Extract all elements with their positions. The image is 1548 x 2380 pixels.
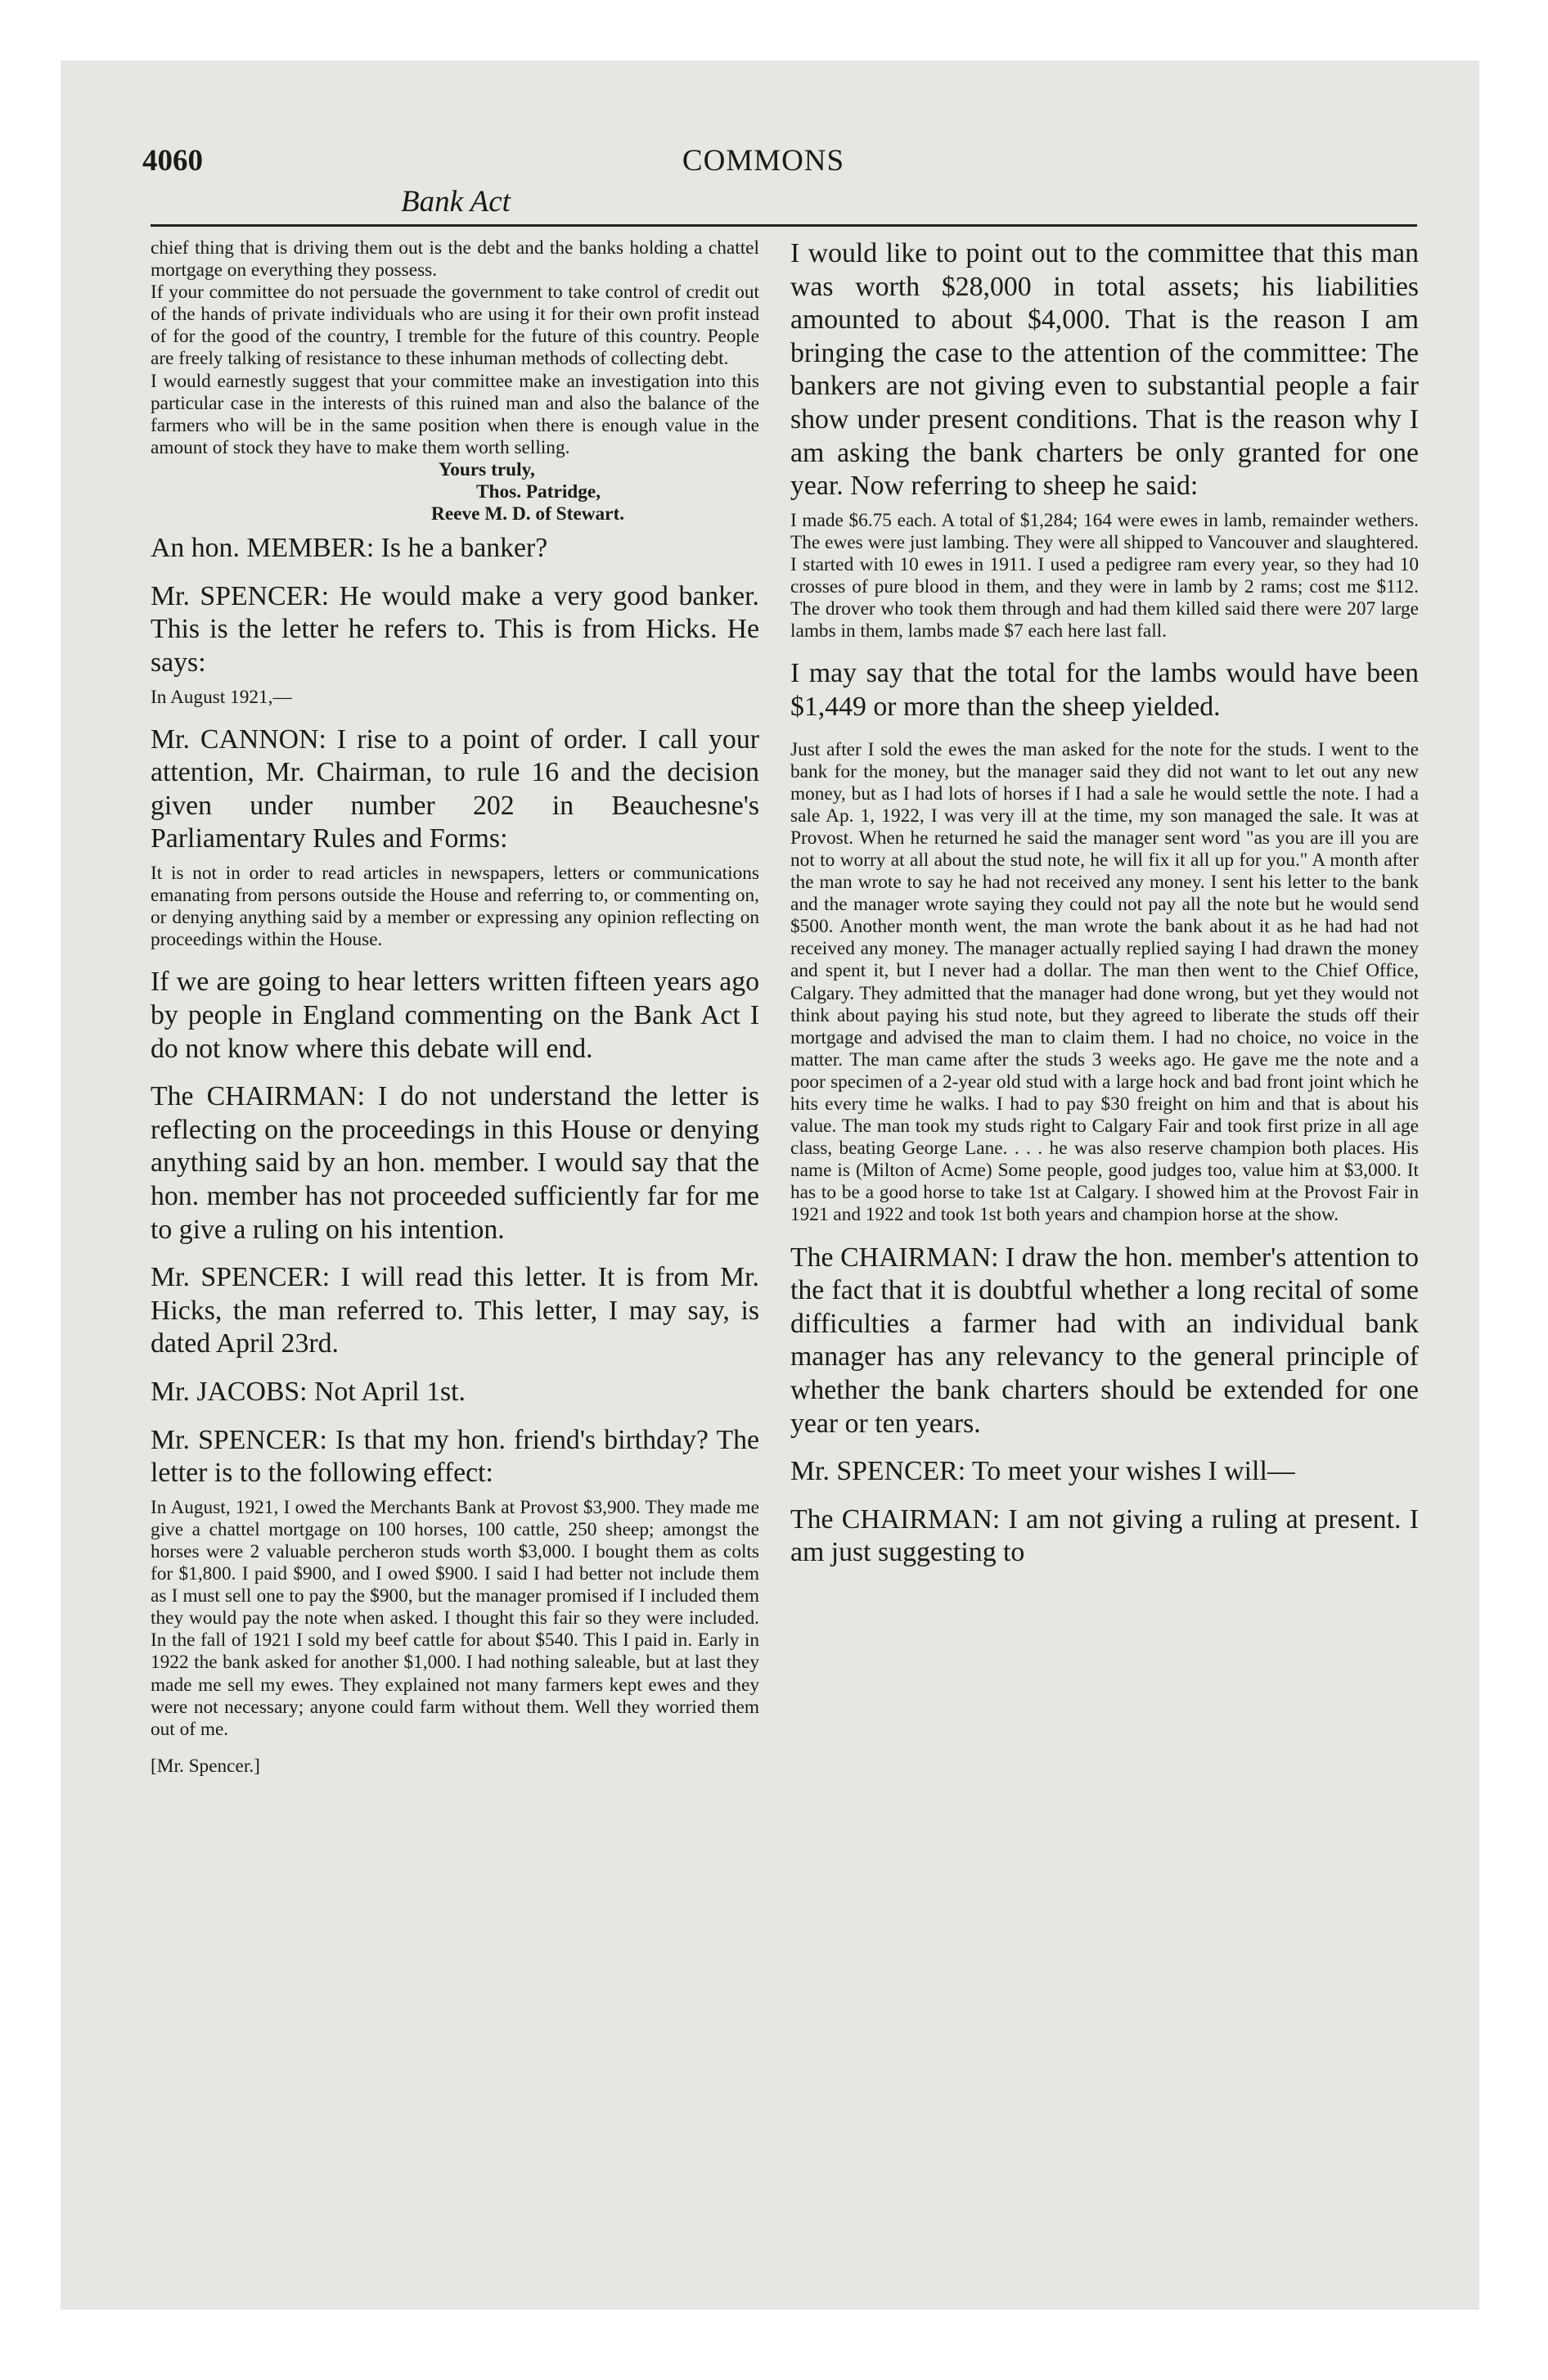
speech-paragraph: I would like to point out to the committee that this man was worth $28,000 in total assets; his liabilities amounted to about $4,000. That is the reason I am bringing the case to the attention of the committee: The bankers are not giving even to substantial people a fair show under present conditions. That is the reason why I am asking the bank charters be only granted for one year. Now referring to sheep he said: xyxy=(790,238,1419,502)
speech-paragraph: An hon. MEMBER: Is he a banker? xyxy=(151,533,548,564)
letter-paragraph: Just after I sold the ewes the man asked for the note for the studs. I went to the bank for the money, but the manager said they did not want to let out any new money, but as I had lots of horses if I had a sale he would settle the note. I had a sale Ap. 1, 1922, I was very ill at the time, my son managed the sale. It was at Provost. When he returned he said the manager sent word "as you are ill you are not to worry at all about the stud note, he will fix it all up for you." A month after the man wrote to say he had not received any money. I sent his letter to the bank and the manager wrote saying they could not pay all the note but he would send $500. Another month went, the man wrote the bank about it as he had had not received any money. The manager actually replied saying I had drawn the money and spent it, but I never had a dollar. The man then went to the Chief Office, Calgary. They admitted that the manager had done wrong, but yet they would not think about paying his stud note, but they agreed to liberate the studs off their mortgage and advised the man to claim them. I had no choice, no voice in the matter. The man came after the studs 3 weeks ago. He gave me the note and a poor specimen of a 2-year old stud with a large hock and bad front joint which he hits every time he walks. I had to pay $30 freight on him and that is about his value. The man took my studs right to Calgary Fair and took first prize in all age class, beating George Lane. . . . he was also reserve champion both places. His name is (Milton of Acme) Some people, good judges too, value him at $3,000. It has to be a good horse to take 1st at Calgary. I showed him at the Provost Fair in 1921 and 1922 and took 1st both years and champion horse at the show. xyxy=(790,738,1419,1226)
speech-paragraph: Mr. CANNON: I rise to a point of order. I call your attention, Mr. Chairman, to rule 16 and the decision given under number 202 in Beauchesne's Parliamentary Rules and Forms: xyxy=(151,723,759,854)
header-rule xyxy=(151,224,1417,227)
speech-paragraph: Mr. SPENCER: He would make a very good banker. This is the letter he refers to. This is from Hicks. He says: xyxy=(151,580,759,678)
right-column xyxy=(790,237,1419,2169)
speech-paragraph: The CHAIRMAN: I do not understand the letter is reflecting on the proceedings in this House or denying anything said by an hon. member. I would say that the hon. member has not proceeded sufficiently far for me to give a ruling on his intention. xyxy=(151,1081,759,1245)
letter-paragraph: In August, 1921, I owed the Merchants Bank at Provost $3,900. They made me give a chattel mortgage on 100 horses, 100 cattle, 250 sheep; amongst the horses were 2 valuable percheron studs worth $3,000. I bought them as colts for $1,800. I paid $900, and I owed $900. I said I had better not include them as I must sell one to pay the $900, but the manager promised if I included them they would pay the note when asked. I thought this fair so they were included. In the fall of 1921 I sold my beef cattle for about $540. This I paid in. Early in 1922 the bank asked for another $1,000. I had nothing saleable, but at last they made me sell my ewes. They explained not many farmers kept ewes and they were not necessary; anyone could farm without them. Well they worried them out of me. xyxy=(151,1496,759,1740)
speech-paragraph: The CHAIRMAN: I am not giving a ruling at present. I am just suggesting to xyxy=(790,1503,1419,1568)
page-subject: Bank Act xyxy=(401,185,511,219)
speech-paragraph: Mr. JACOBS: Not April 1st. xyxy=(151,1376,466,1407)
speech-paragraph: Mr. SPENCER: To meet your wishes I will— xyxy=(790,1456,1295,1487)
letter-paragraph: I made $6.75 each. A total of $1,284; 164 were ewes in lamb, remainder wethers. The ewes were just lambing. They were all shipped to Vancouver and slaughtered. I started with 10 ewes in 1911. I used a pedigree ram every year, so they had 10 crosses of pure blood in them, and they were in lamb by 2 rams; cost me $112. The drover who took them through and had them killed said there were 207 large lambs in them, lambs made $7 each here last fall. xyxy=(790,509,1419,642)
quoted-rule: It is not in order to read articles in newspapers, letters or communications emanating from persons outside the House and referring to, or commenting on, or denying anything said by a member or expressing any opinion reflecting on proceedings within the House. xyxy=(151,863,759,951)
page-header xyxy=(110,143,1417,217)
letter-signature-title: Reeve M. D. of Stewart. xyxy=(431,503,625,525)
speech-paragraph: I may say that the total for the lambs would have been $1,449 or more than the sheep yielded. xyxy=(790,658,1419,722)
speaker-footer: [Mr. Spencer.] xyxy=(151,1755,260,1777)
running-head: COMMONS xyxy=(682,144,845,178)
letter-paragraph: If your committee do not persuade the government to take control of credit out of the hands of private individuals who are using it for their own profit instead of for the good of the country, I tremble for the future of this country. People are freely talking of resistance to these inhuman methods of collecting debt. xyxy=(151,282,759,370)
letter-closing: Yours truly, xyxy=(439,458,535,480)
letter-paragraph: I would earnestly suggest that your committee make an investigation into this particular case in the interests of this ruined man and also the balance of the farmers who will be in the same position when there is enough value in the amount of stock they have to make them worth selling. xyxy=(151,370,759,458)
letter-paragraph: chief thing that is driving them out is the debt and the banks holding a chattel mortgage on everything they possess. xyxy=(151,237,759,282)
speech-paragraph: Mr. SPENCER: Is that my hon. friend's birthday? The letter is to the following effect: xyxy=(151,1424,759,1489)
letter-dateline: In August 1921,— xyxy=(151,686,292,708)
page-number: 4060 xyxy=(142,144,203,178)
speech-paragraph: The CHAIRMAN: I draw the hon. member's attention to the fact that it is doubtful whether a long recital of some difficulties a farmer had with an individual bank manager has any relevancy to the general principle of whether the bank charters should be extended for one year or ten years. xyxy=(790,1242,1419,1439)
speech-paragraph: If we are going to hear letters written fifteen years ago by people in England commenting on the Bank Act I do not know where this debate will end. xyxy=(151,967,759,1064)
letter-signature: Thos. Patridge, xyxy=(476,481,601,503)
left-column xyxy=(151,237,759,2169)
speech-paragraph: Mr. SPENCER: I will read this letter. It is from Mr. Hicks, the man referred to. This letter, I may say, is dated April 23rd. xyxy=(151,1262,759,1359)
